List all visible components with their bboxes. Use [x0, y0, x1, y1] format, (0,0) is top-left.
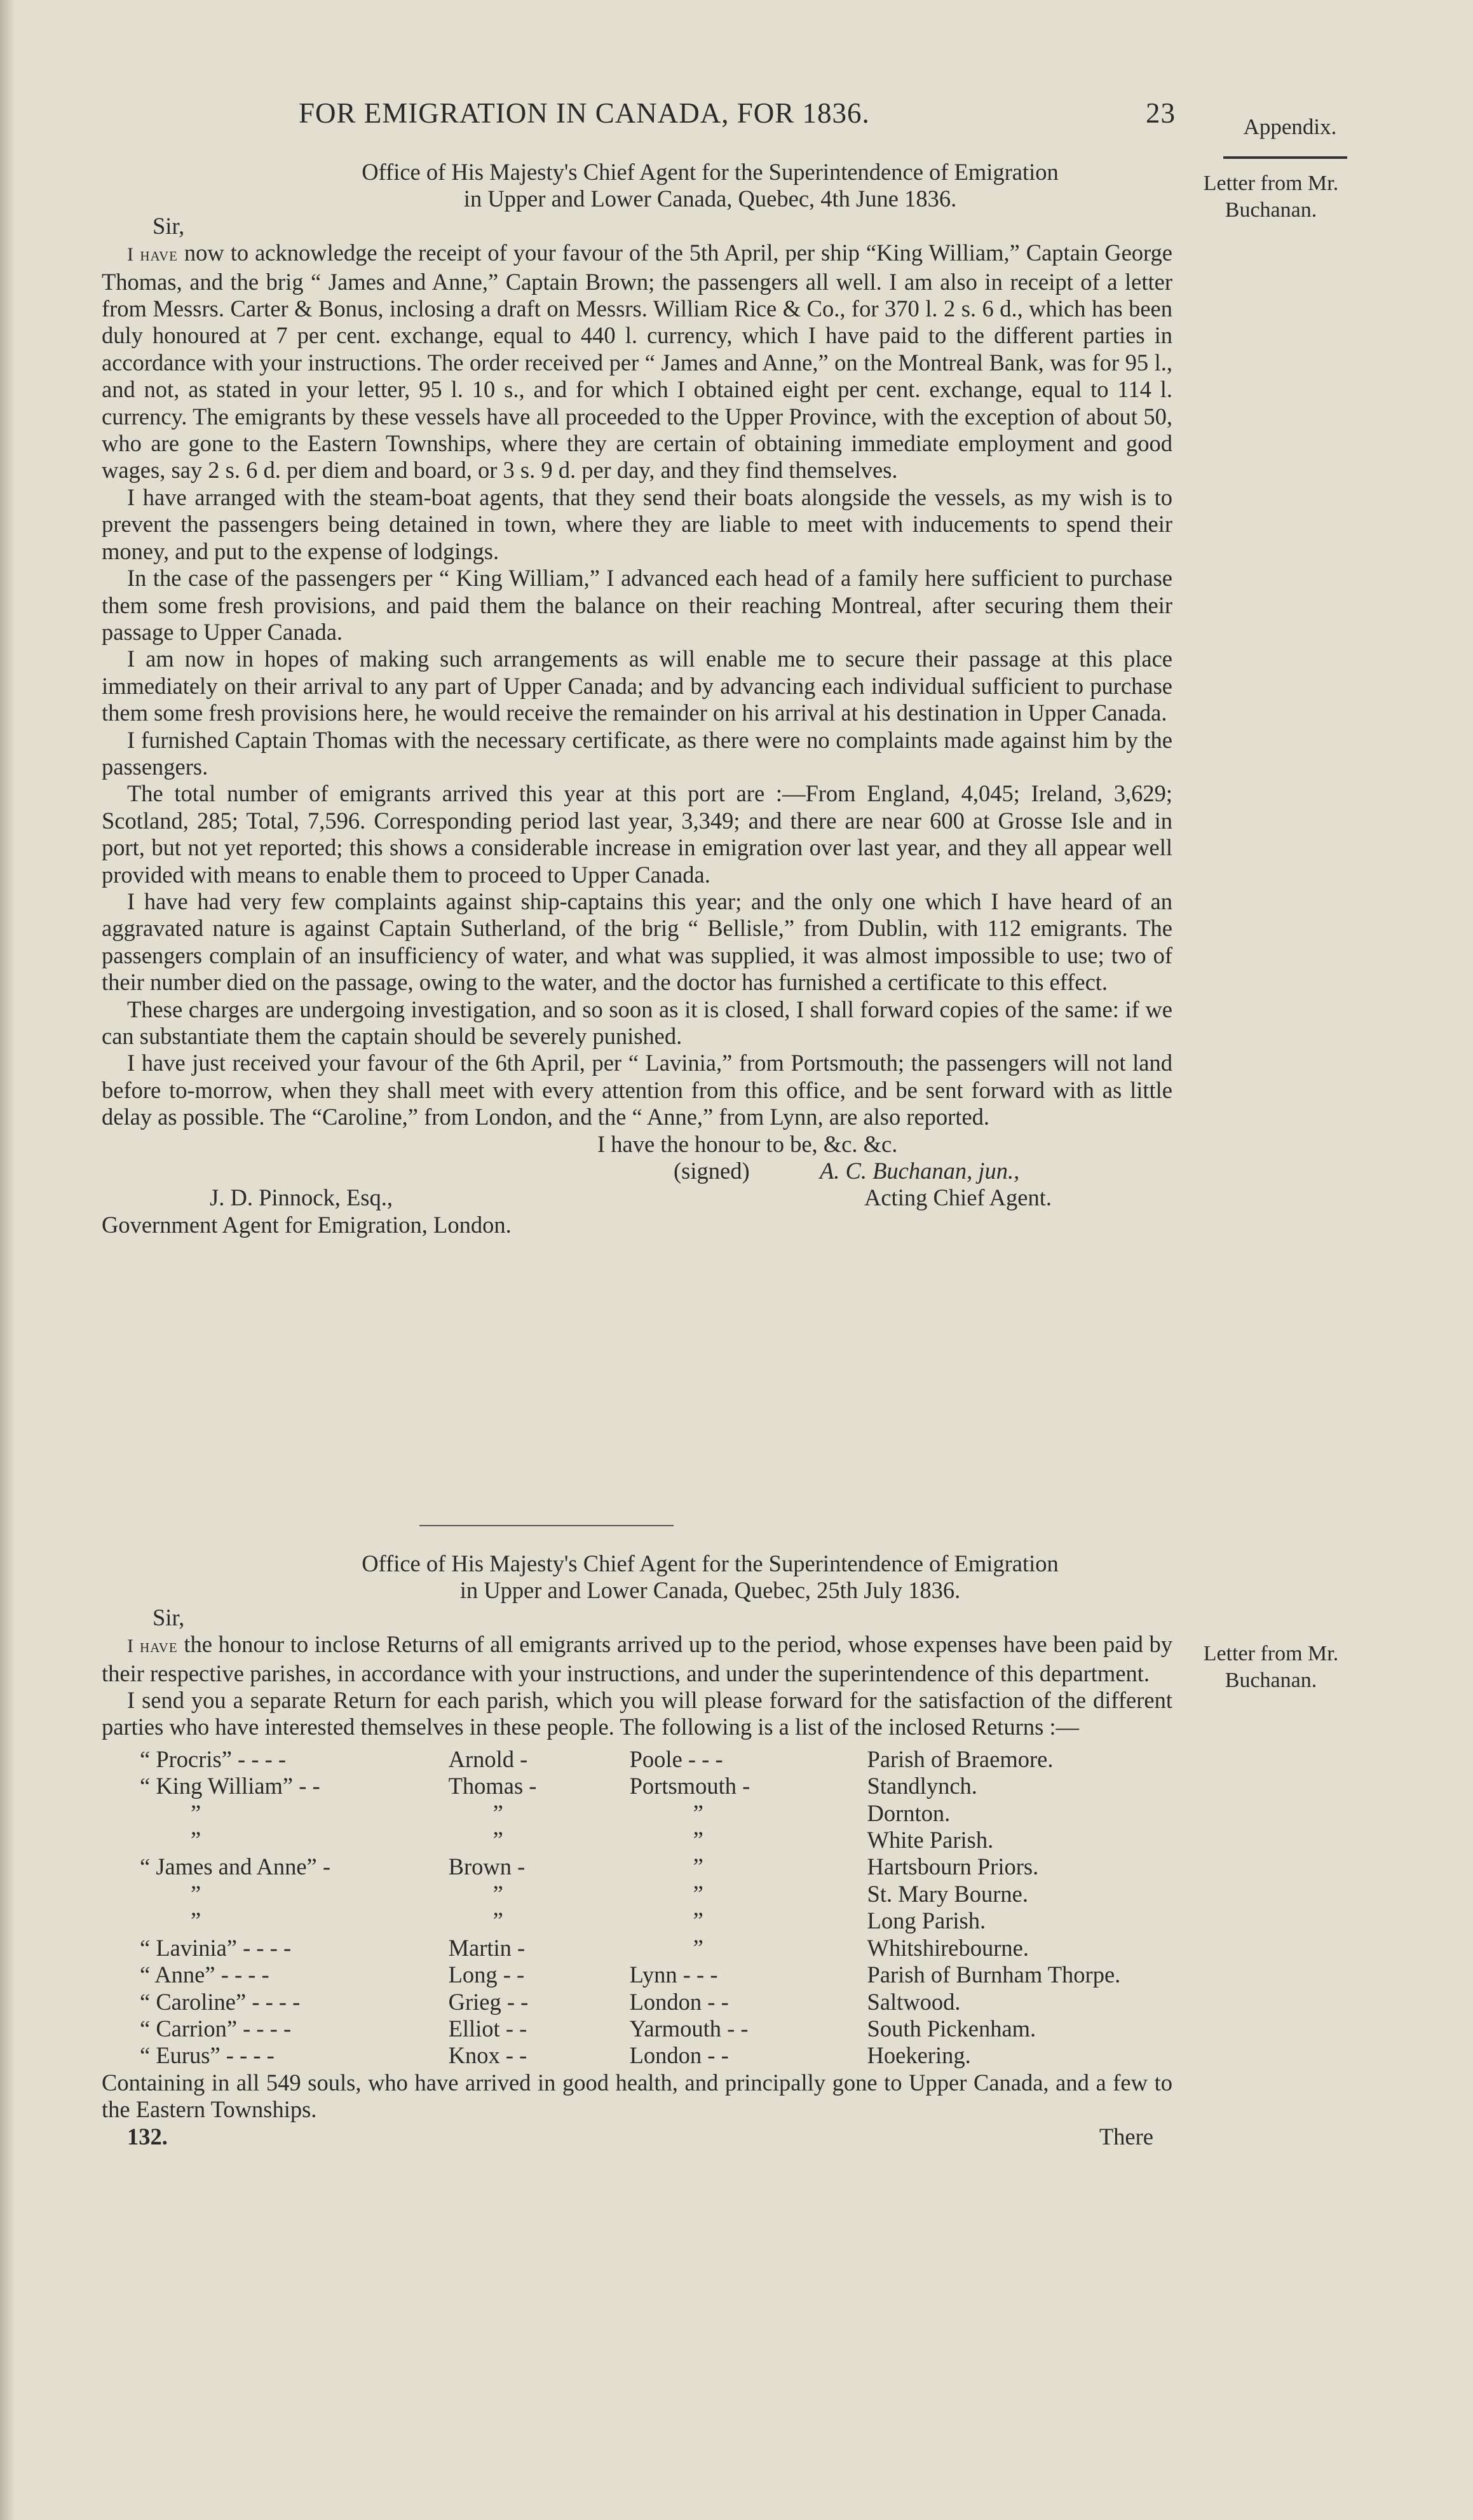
parish-name: Dornton. [867, 1799, 951, 1826]
appendix-label: Appendix. [1243, 114, 1337, 139]
port-name: ” [693, 1827, 703, 1853]
table-row [140, 1746, 1172, 1773]
ship-name: ” [191, 1799, 201, 1826]
appendix-rule [1223, 156, 1347, 159]
letter-1-heading-line-2: in Upper and Lower Canada, Quebec, 4th June 1836. [463, 186, 957, 212]
parish-name: South Pickenham. [867, 2015, 1036, 2042]
running-head [299, 97, 1176, 130]
port-name: Poole - - - [629, 1745, 723, 1772]
paragraph-lead: I have [127, 244, 178, 266]
letter-1 [102, 159, 1172, 1238]
captain-name: ” [492, 1880, 503, 1907]
parish-name: Hoekering. [867, 2042, 971, 2069]
captain-name: ” [492, 1907, 503, 1934]
letter-2-paragraph [102, 1631, 1172, 1687]
page-number: 23 [1146, 97, 1176, 129]
table-row [140, 1907, 1172, 1934]
ship-name: ” [191, 1907, 201, 1934]
running-title: FOR EMIGRATION IN CANADA, FOR 1836. [299, 97, 870, 129]
port-name: ” [693, 1880, 703, 1907]
port-name: ” [693, 1799, 703, 1826]
port-name: London - - [629, 1988, 729, 2015]
paragraph-text: now to acknowledge the receipt of your favour of the 5th April, per ship “King William,” Captain George Thomas, and the brig “ James and Anne,” Captain Brown; the passengers all well. I am also in receipt of a letter from Messrs. Carter & Bonus, inclosing a draft on Messrs. William Rice & Co., for 370 l. 2 s. 6 d., which has been duly honoured at 7 per cent. exchange, equal to 440 l. currency, which I have paid to the different parties in accordance with your instructions. The order received per “ James and Anne,” on the Montreal Bank, was for 95 l., and not, as stated in your letter, 95 l. 10 s., and for which I obtained eight per cent. exchange, equal to 114 l. currency. The emigrants by these vessels have all proceeded to the Upper Province, with the exception of about 50, who are gone to the Eastern Townships, where they are certain of obtaining immediate employment and good wages, say 2 s. 6 d. per diem and board, or 3 s. 9 d. per day, and they find themselves. [102, 240, 1173, 484]
letter-1-paragraph: I have just received your favour of the 6th April, per “ Lavinia,” from Portsmouth; the passengers will not land before to-morrow, when they shall meet with every attention from this office, and be sent forward with as little delay as possible. The “Caroline,” from London, and the “ Anne,” from Lynn, are also reported. [102, 1050, 1172, 1130]
letter-2-heading-line-2: in Upper and Lower Canada, Quebec, 25th July 1836. [459, 1577, 961, 1604]
margin-note-1: Letter from Mr. Buchanan. [1203, 172, 1339, 222]
captain-name: ” [492, 1827, 503, 1853]
signatory-title: Acting Chief Agent. [864, 1184, 1052, 1211]
letter-1-salutation: Sir, [153, 212, 185, 239]
table-row [140, 2042, 1172, 2069]
ship-name: “ King William” - - [140, 1773, 320, 1799]
table-row [140, 1773, 1172, 1799]
table-row [140, 1800, 1172, 1827]
captain-name: Long - - [448, 1961, 525, 1988]
page-binding-shadow [0, 0, 15, 2520]
parish-name: Saltwood. [867, 1988, 961, 2015]
catchword: There [1099, 2123, 1153, 2150]
parish-name: Standlynch. [867, 1773, 977, 1799]
paragraph-lead: I have [127, 1636, 178, 1657]
ship-name: ” [191, 1880, 201, 1907]
signature-mark: 132. [127, 2123, 168, 2150]
addressee-row [102, 1184, 1172, 1211]
captain-name: Arnold - [448, 1745, 528, 1772]
addressee-name: J. D. Pinnock, Esq., [210, 1184, 393, 1211]
letter-1-paragraph: I have had very few complaints against ship-captains this year; and the only one which I have heard of an aggravated nature is against Captain Sutherland, of the brig “ Bellisle,” from Dublin, with 112 emigrants. The passengers complain of an insufficiency of water, and what was supplied, it was almost impossible to use; two of their number died on the passage, owing to the water, and the doctor has furnished a certificate to this effect. [102, 888, 1172, 996]
port-name: ” [693, 1934, 703, 1961]
letter-2-heading-line-1: Office of His Majesty's Chief Agent for the Superintendence of Emigration [362, 1550, 1059, 1576]
port-name: London - - [629, 2042, 729, 2069]
port-name: ” [693, 1853, 703, 1880]
signature-row [102, 1158, 1172, 1184]
port-name: Portsmouth - [629, 1773, 750, 1799]
table-row [140, 1881, 1172, 1907]
signed-label: (signed) [674, 1158, 750, 1184]
port-name: Lynn - - - [629, 1961, 718, 1988]
letter-1-heading-line-1: Office of His Majesty's Chief Agent for the Superintendence of Emigration [362, 159, 1059, 185]
ship-name: “ Carrion” - - - - [140, 2015, 292, 2042]
ship-name: “ Procris” - - - - [140, 1745, 287, 1772]
ship-name: ” [191, 1827, 201, 1853]
captain-name: Martin - [448, 1934, 526, 1961]
captain-name: ” [492, 1799, 503, 1826]
letter-2-paragraph: Containing in all 549 souls, who have arrived in good health, and principally gone to Upper Canada, and a few to the Eastern Townships. [102, 2069, 1172, 2123]
port-name: ” [693, 1907, 703, 1934]
captain-name: Elliot - - [448, 2015, 527, 2042]
parish-name: Whitshirebourne. [867, 1934, 1029, 1961]
table-row [140, 1827, 1172, 1853]
returns-table [140, 1746, 1172, 2070]
letter-1-closing: I have the honour to be, &c. &c. [597, 1130, 898, 1157]
letter-2-paragraph: I send you a separate Return for each parish, which you will please forward for the satisfaction of the different parties who have interested themselves in these people. The following is a list of the inclosed Returns :— [102, 1687, 1172, 1740]
ship-name: “ Lavinia” - - - - [140, 1934, 292, 1961]
table-row [140, 2015, 1172, 2042]
captain-name: Knox - - [448, 2042, 527, 2069]
page-footer [102, 2124, 1172, 2150]
letter-1-paragraph: In the case of the passengers per “ King William,” I advanced each head of a family here sufficient to purchase them some fresh provisions, and paid them the balance on their reaching Montreal, after securing them their passage to Upper Canada. [102, 565, 1172, 645]
captain-name: Thomas - [448, 1773, 537, 1799]
table-row [140, 1935, 1172, 1961]
parish-name: Parish of Braemore. [867, 1745, 1054, 1772]
captain-name: Brown - [448, 1853, 526, 1880]
parish-name: Hartsbourn Priors. [867, 1853, 1039, 1880]
letter-1-paragraph: I am now in hopes of making such arrangements as will enable me to secure their passage at this place immediately on their arrival to any part of Upper Canada; and by advancing each individual sufficient to purchase them some fresh provisions here, he would receive the remainder on his arrival at his destination in Upper Canada. [102, 646, 1172, 726]
letter-2-salutation: Sir, [153, 1604, 185, 1630]
letter-2 [102, 1550, 1172, 2150]
letter-1-paragraph: I have arranged with the steam-boat agents, that they send their boats alongside the vessels, as my wish is to prevent the passengers being detained in town, where they are liable to meet with inducements to spend their money, and put to the expense of lodgings. [102, 484, 1172, 564]
letter-1-paragraph: The total number of emigrants arrived this year at this port are :—From England, 4,045; Ireland, 3,629; Scotland, 285; Total, 7,596. Corresponding period last year, 3,349; and there are near 600 at Grosse Isle and in port, but not yet reported; this shows a considerable increase in emigration over last year, and they all appear well provided with means to enable them to proceed to Upper Canada. [102, 780, 1172, 888]
addressee-title: Government Agent for Emigration, London. [102, 1211, 512, 1238]
table-row [140, 1853, 1172, 1880]
ship-name: “ Caroline” - - - - [140, 1988, 301, 2015]
ship-name: “ James and Anne” - [140, 1853, 331, 1880]
paragraph-text: the honour to inclose Returns of all emigrants arrived up to the period, whose expenses have been paid by their respective parishes, in accordance with your instructions, and under the superintendence of this department. [102, 1631, 1173, 1686]
parish-name: Long Parish. [867, 1907, 986, 1934]
table-row [140, 1961, 1172, 1988]
ship-name: “ Eurus” - - - - [140, 2042, 275, 2069]
ship-name: “ Anne” - - - - [140, 1961, 269, 1988]
parish-name: St. Mary Bourne. [867, 1880, 1028, 1907]
port-name: Yarmouth - - [629, 2015, 749, 2042]
table-row [140, 1989, 1172, 2015]
letter-1-paragraph [102, 240, 1172, 484]
letter-1-paragraph: I furnished Captain Thomas with the necessary certificate, as there were no complaints made against him by the passengers. [102, 726, 1172, 780]
signatory-name: A. C. Buchanan, jun., [820, 1158, 1020, 1184]
margin-note-2: Letter from Mr. Buchanan. [1203, 1642, 1339, 1692]
letter-1-paragraph: These charges are undergoing investigation, and so soon as it is closed, I shall forward copies of the same: if we can substantiate them the captain should be severely punished. [102, 996, 1172, 1049]
captain-name: Grieg - - [448, 1988, 529, 2015]
parish-name: Parish of Burnham Thorpe. [867, 1961, 1121, 1988]
parish-name: White Parish. [867, 1827, 994, 1853]
section-divider [419, 1525, 674, 1526]
